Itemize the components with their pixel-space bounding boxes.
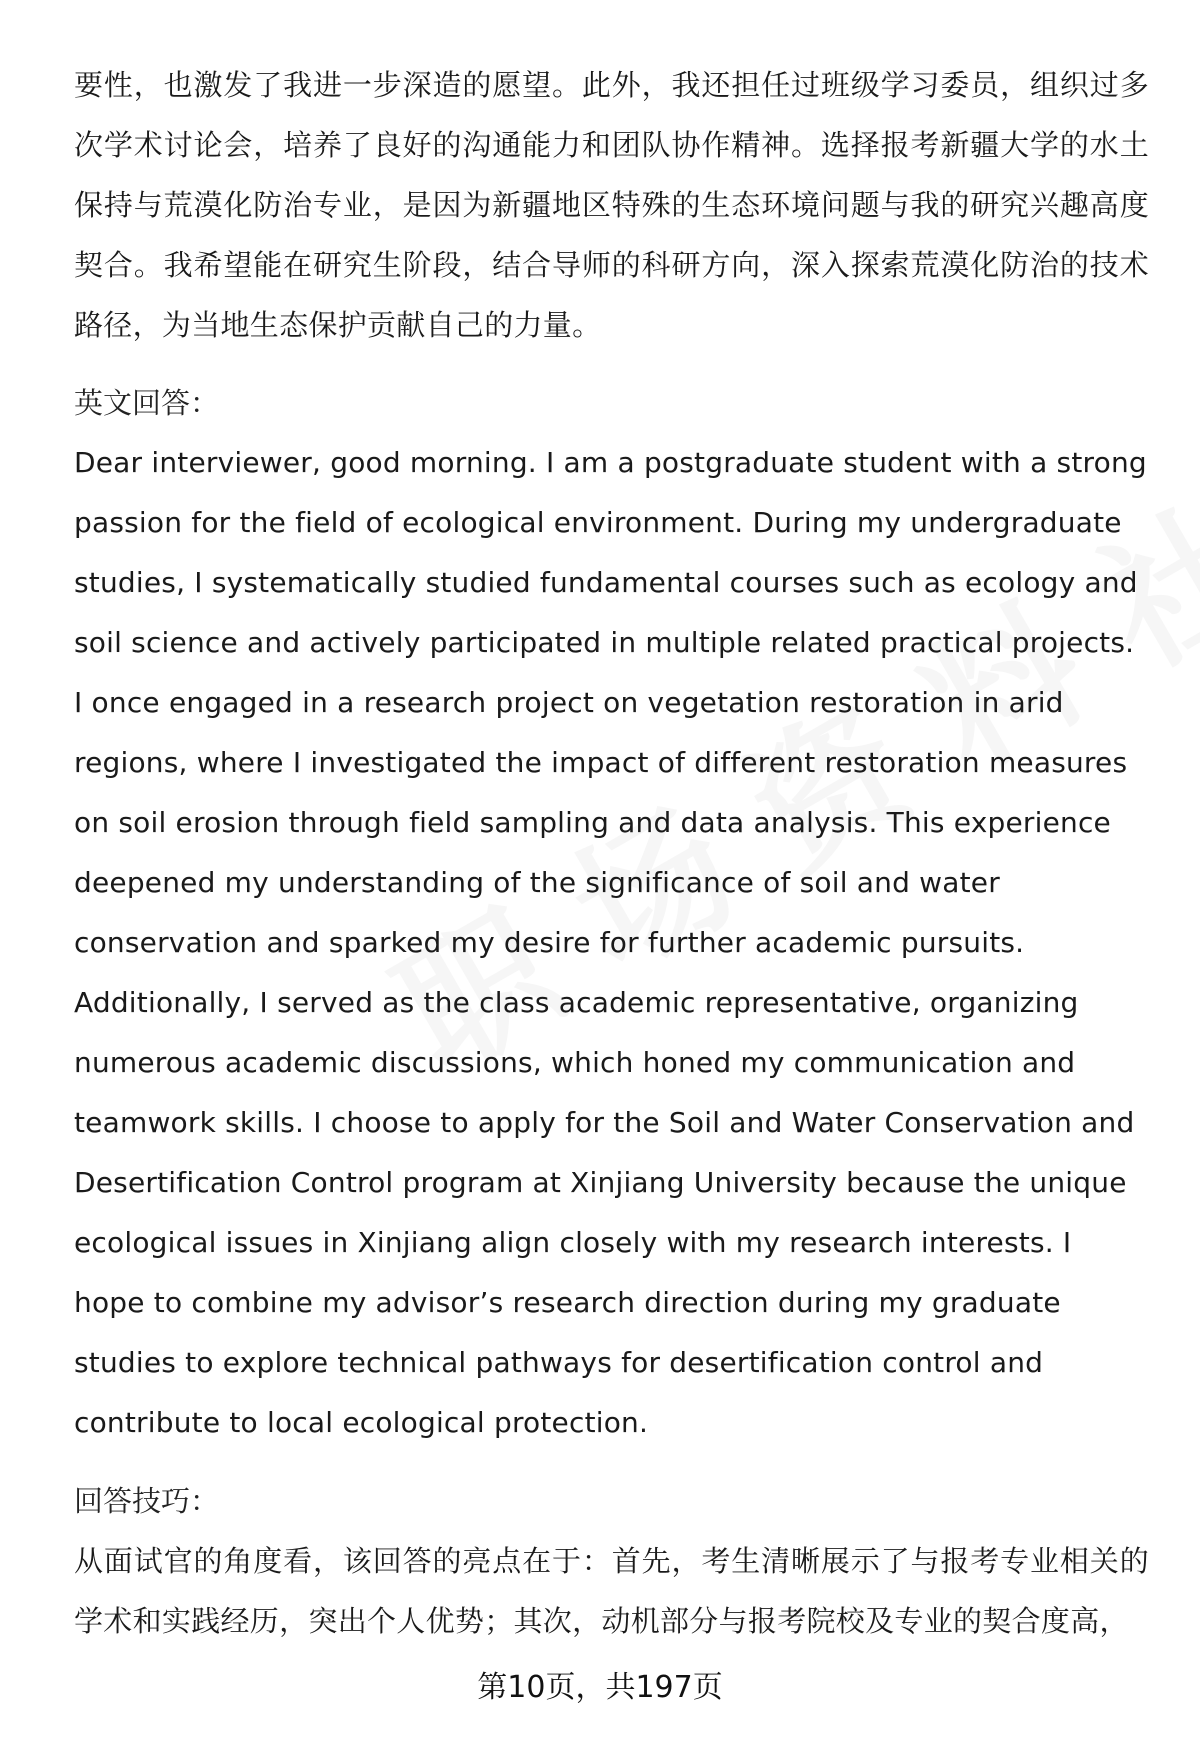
- page-number: 第10页，共197页: [477, 1670, 723, 1705]
- english-answer-body: Dear interviewer, good morning. I am a postgraduate student with a strong passion for the field of ecological environment. During my undergraduate studies, I systematically studied fundamental courses such as ecology and soil science and actively participated in multiple related practical projects. I once engaged in a research project on vegetation restoration in arid regions, where I investigated the impact of different restoration measures on soil erosion through field sampling and data analysis. This experience deepened my understanding of the significance of soil and water conservation and sparked my desire for further academic pursuits. Additionally, I served as the class academic representative, organizing numerous academic discussions, which honed my communication and teamwork skills. I choose to apply for the Soil and Water Conservation and Desertification Control program at Xinjiang University because the unique ecological issues in Xinjiang align closely with my research interests. I hope to combine my advisor’s research direction during my graduate studies to explore technical pathways for desertification control and contribute to local ecological protection.: [74, 446, 1147, 1439]
- tips-heading: 回答技巧：: [74, 1484, 220, 1518]
- intro-paragraph: 要性，也激发了我进一步深造的愿望。此外，我还担任过班级学习委员，组织过多次学术讨论会，培养了良好的沟通能力和团队协作精神。选择报考新疆大学的水土保持与荒漠化防治专业，是因为新疆地区特殊的生态环境问题与我的研究兴趣高度契合。我希望能在研究生阶段，结合导师的科研方向，深入探索荒漠化防治的技术路径，为当地生态保护贡献自己的力量。: [74, 68, 1149, 342]
- tips-body: 从面试官的角度看，该回答的亮点在于：首先，考生清晰展示了与报考专业相关的学术和实践经历，突出个人优势；其次，动机部分与报考院校及专业的契合度高，: [74, 1544, 1149, 1638]
- english-answer-heading: 英文回答：: [74, 386, 220, 420]
- document-page: [74, 55, 1149, 1651]
